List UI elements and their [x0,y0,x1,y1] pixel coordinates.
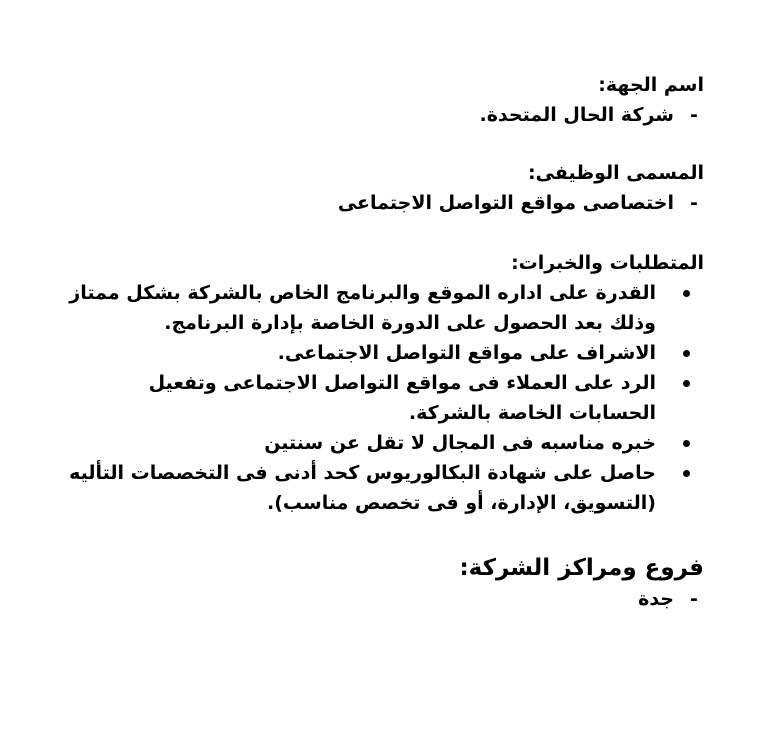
job-posting-document [64,70,704,614]
bullet-icon [683,380,690,387]
requirement-text: خبره مناسبه فى المجال لا تقل عن سنتين [264,432,656,454]
requirement-item [64,278,656,338]
branches-heading: فروع ومراكز الشركة: [459,555,704,581]
branches-section [64,552,704,614]
requirement-text: الاشراف على مواقع التواصل الاجتماعى. [277,342,656,364]
organization-heading: اسم الجهة: [598,74,704,96]
branch-name: جدة [638,588,674,610]
bullet-icon [683,470,690,477]
bullet-icon [683,290,690,297]
requirement-item [64,368,656,428]
organization-item [64,100,698,130]
dash-marker: - [690,192,698,214]
bullet-icon [683,440,690,447]
requirement-item [64,338,656,368]
branches-list [64,584,704,614]
job-title-heading: المسمى الوظيفى: [527,162,704,184]
requirement-item [64,458,656,518]
dash-marker: - [690,588,698,610]
job-title-value: اختصاصى مواقع التواصل الاجتماعى [337,192,674,214]
organization-section [64,70,704,130]
requirements-section [64,248,704,518]
job-title-list [64,188,704,218]
organization-name: شركة الحال المتحدة. [479,104,674,126]
job-title-section [64,158,704,218]
branch-item [64,584,698,614]
requirements-list [64,278,704,518]
bullet-icon [683,350,690,357]
organization-list [64,100,704,130]
requirement-item [64,428,656,458]
requirement-text: القدرة على اداره الموقع والبرنامج الخاص بالشركة بشكل ممتاز وذلك بعد الحصول على الدورة الخاصة بإدارة البرنامج. [69,282,656,334]
requirement-text: حاصل على شهادة البكالوريوس كحد أدنى فى التخصصات التأليه (التسويق، الإدارة، أو فى تخصص مناسب). [69,462,656,514]
dash-marker: - [690,104,698,126]
job-title-item [64,188,698,218]
requirement-text: الرد على العملاء فى مواقع التواصل الاجتماعى وتفعيل الحسابات الخاصة بالشركة. [148,372,656,424]
requirements-heading: المتطلبات والخبرات: [511,252,704,274]
